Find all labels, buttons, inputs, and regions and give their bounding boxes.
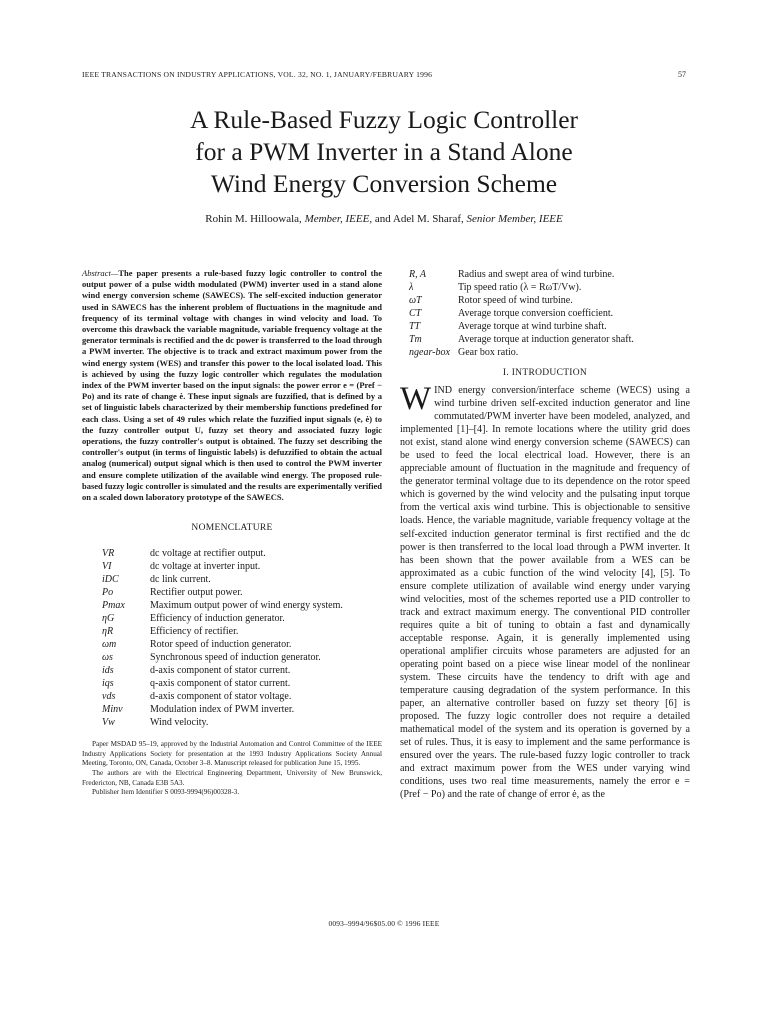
abstract-text: The paper presents a rule-based fuzzy logic controller to control the output power of a pulse width modulated (PWM) inverter used in a stand alone wind energy conversion scheme (SAWECS). The self-excited induction generator used in SAWECS has the inherent problem of fluctuations in the magnitude and frequency of its terminal voltage with changes in wind velocity and load. To overcome this drawback the variable magnitude, variable frequency voltage at the generator terminals is rectified and the dc power is transferred to the load through a PWM inverter. The objective is to track and extract maximum power from the wind energy system (WES) and transfer this power to the local isolated load. This is achieved by using the fuzzy logic controller which regulates the modulation index of the PWM inverter based on the input signals: the power error e = (Pref − Po) and its rate of change ė. These input signals are fuzzified, that is defined by a set of linguistic labels characterized by their membership functions predefined for each class. Using a set of 49 rules which relate the fuzzified input signals (e, ė) to the fuzzy controller output U, fuzzy set theory and associated fuzzy logic operations, the fuzzy controller's output is obtained. The fuzzy set describing the controller's output (in terms of linguistic labels) is defuzzified to obtain the actual analog (numerical) output signal which is then used to control the PWM inverter and ensure complete utilization of the available wind energy. The proposed rule-based fuzzy logic controller is simulated and the results are experimentally verified on a scaled down laboratory prototype of the SAWECS.	[82, 268, 382, 503]
nomenclature-definition: Rotor speed of induction generator.	[150, 639, 292, 651]
nomenclature-definition: Average torque at induction generator shaft.	[458, 334, 634, 345]
author-1-role: Member, IEEE,	[304, 213, 373, 225]
nomenclature-symbol: VI	[102, 561, 112, 573]
nomenclature-row	[82, 651, 382, 664]
nomenclature-definition: Maximum output power of wind energy system.	[150, 600, 343, 612]
introduction-title: I. INTRODUCTION	[502, 368, 588, 378]
nomenclature-symbol: vds	[102, 691, 116, 703]
nomenclature-definition: d-axis component of stator voltage.	[150, 691, 292, 703]
title-line: for a PWM Inverter in a Stand Alone	[195, 137, 573, 166]
nomenclature-title: NOMENCLATURE	[191, 523, 273, 534]
nomenclature-row	[82, 625, 382, 638]
footnote-paragraph: Paper MSDAD 95–19, approved by the Industrial Automation and Control Committee of the IEEE Industry Applications Society for presentation at the 1993 Industry Applications Society Annual Meeting, Toronto, ON, Canada, October 3–8. Manuscript released for publication June 15, 1995.	[82, 740, 382, 768]
nomenclature-definition: d-axis component of stator current.	[150, 665, 291, 677]
nomenclature-symbol: iDC	[102, 574, 119, 586]
author-conjunction: and	[374, 213, 391, 225]
nomenclature-continued-table	[400, 268, 690, 359]
nomenclature-symbol: ngear-box	[409, 347, 450, 358]
nomenclature-definition: Modulation index of PWM inverter.	[150, 704, 295, 716]
nomenclature-symbol: ids	[102, 665, 114, 677]
nomenclature-definition: dc link current.	[150, 574, 211, 586]
nomenclature-symbol: R, A	[409, 269, 427, 280]
nomenclature-row	[82, 638, 382, 651]
nomenclature-row	[82, 677, 382, 690]
author-line	[60, 213, 708, 225]
introduction-text: IND energy conversion/interface scheme (WECS) using a wind turbine driven self-excited induction generator and line commutated/PWM inverter have been modeled, analyzed, and implemented [1]–[4]. In remote locations where the utility grid does not exist, stand alone wind energy conversion scheme (SAWECS) can be used to feed the local electrical load. However, there is an appreciable amount of fluctuation in the magnitude and frequency of the generator terminal voltage due to its dependence on the rotor speed which is governed by the wind velocity and the pulsating input torque from the vertical axis wind turbine. This is objectionable to sensitive loads. Hence, the variable magnitude, variable frequency voltage at the self-excited induction generator terminal is first rectified and the dc power is then transferred to the local load through a PWM inverter. It has been shown that the power available from a WES can be approximated as a cubic function of the wind velocity [4], [5]. To ensure complete utilization of available wind energy under varying wind velocities, most of the schemes reported use a PID controller to track and extract maximum energy. The conventional PID controller requires quite a bit of tuning to obtain a fast and dynamically acceptable response. Again, it is generally implemented using operational amplifier circuits whose parameters are adjusted for an operating point based on a piece wise linear model of the nonlinear system. These circuits have the tendency to drift with age and temperature causing degradation of the system performance. In this paper, an alternative controller based on fuzzy set theory [6] is proposed. The fuzzy logic controller does not require a detailed mathematical model of the system and its operation is governed by a set of rules. Thus, it is easy to implement and the same performance is ensured over the years. The rule-based fuzzy logic controller to track and extract maximum power from the WES under varying wind conditions, uses two real time measurements, namely the error e = (Pref − Po) and the rate of change of error ė, as the	[400, 385, 690, 801]
nomenclature-symbol: ωs	[102, 652, 113, 664]
footnote-paragraph: The authors are with the Electrical Engineering Department, University of New Brunswick, Fredericton, NB, Canada E3B 5A3.	[82, 769, 382, 787]
nomenclature-row	[400, 346, 690, 359]
nomenclature-row	[82, 573, 382, 586]
title-line: A Rule-Based Fuzzy Logic Controller	[189, 105, 579, 134]
nomenclature-definition: Efficiency of induction generator.	[150, 613, 285, 625]
nomenclature-definition: dc voltage at inverter input.	[150, 561, 261, 573]
drop-cap-letter: W	[400, 381, 432, 417]
journal-header: IEEE TRANSACTIONS ON INDUSTRY APPLICATIONS, VOL. 32, NO. 1, JANUARY/FEBRUARY 1996	[82, 70, 433, 79]
nomenclature-row	[82, 547, 382, 560]
paper-title	[60, 104, 708, 200]
nomenclature-symbol: CT	[409, 308, 422, 319]
nomenclature-symbol: iqs	[102, 678, 114, 690]
nomenclature-definition: dc voltage at rectifier output.	[150, 548, 266, 560]
nomenclature-row	[82, 560, 382, 573]
nomenclature-definition: Gear box ratio.	[458, 347, 519, 358]
nomenclature-symbol: λ	[409, 282, 414, 293]
nomenclature-symbol: ηR	[102, 626, 114, 638]
nomenclature-table	[82, 547, 382, 729]
copyright-footer: 0093–9994/96$05.00 © 1996 IEEE	[328, 919, 440, 928]
nomenclature-symbol: Tm	[409, 334, 422, 345]
author-1-name: Rohin M. Hilloowala,	[205, 213, 302, 225]
abstract-lead: Abstract—	[82, 268, 119, 278]
author-2-role: Senior Member, IEEE	[466, 213, 563, 225]
nomenclature-definition: Synchronous speed of induction generator.	[150, 652, 321, 664]
nomenclature-row	[82, 690, 382, 703]
nomenclature-symbol: Pmax	[102, 600, 125, 612]
nomenclature-row	[400, 333, 690, 346]
nomenclature-row	[82, 612, 382, 625]
nomenclature-definition: Radius and swept area of wind turbine.	[458, 269, 615, 280]
nomenclature-symbol: Vw	[102, 717, 115, 729]
nomenclature-symbol: TT	[409, 321, 421, 332]
nomenclature-definition: q-axis component of stator current.	[150, 678, 291, 690]
nomenclature-row	[400, 294, 690, 307]
nomenclature-definition: Average torque at wind turbine shaft.	[458, 321, 607, 332]
nomenclature-symbol: ωm	[102, 639, 117, 651]
footnote-paragraph: Publisher Item Identifier S 0093-9994(96)00328-3.	[92, 788, 240, 797]
nomenclature-definition: Average torque conversion coefficient.	[458, 308, 614, 319]
nomenclature-row	[82, 599, 382, 612]
nomenclature-definition: Efficiency of rectifier.	[150, 626, 239, 638]
abstract	[82, 268, 382, 503]
nomenclature-row	[82, 703, 382, 716]
nomenclature-definition: Tip speed ratio (λ = RωT/Vw).	[458, 282, 582, 293]
page-number: 57	[678, 70, 686, 79]
nomenclature-symbol: ωT	[409, 295, 422, 306]
nomenclature-row	[82, 664, 382, 677]
nomenclature-row	[82, 586, 382, 599]
nomenclature-definition: Rotor speed of wind turbine.	[458, 295, 573, 306]
nomenclature-row	[400, 281, 690, 294]
nomenclature-row	[400, 320, 690, 333]
nomenclature-symbol: VR	[102, 548, 115, 560]
nomenclature-symbol: Minv	[102, 704, 123, 716]
right-column	[400, 268, 690, 802]
nomenclature-row	[400, 268, 690, 281]
title-line: Wind Energy Conversion Scheme	[210, 169, 558, 198]
left-column	[82, 268, 382, 798]
introduction-body	[400, 381, 690, 802]
nomenclature-definition: Wind velocity.	[150, 717, 209, 729]
nomenclature-definition: Rectifier output power.	[150, 587, 243, 599]
nomenclature-row	[82, 716, 382, 729]
nomenclature-row	[400, 307, 690, 320]
nomenclature-symbol: ηG	[102, 613, 115, 625]
author-2-name: Adel M. Sharaf,	[392, 213, 464, 225]
nomenclature-symbol: Po	[102, 587, 114, 599]
first-page-footnote	[82, 740, 382, 798]
